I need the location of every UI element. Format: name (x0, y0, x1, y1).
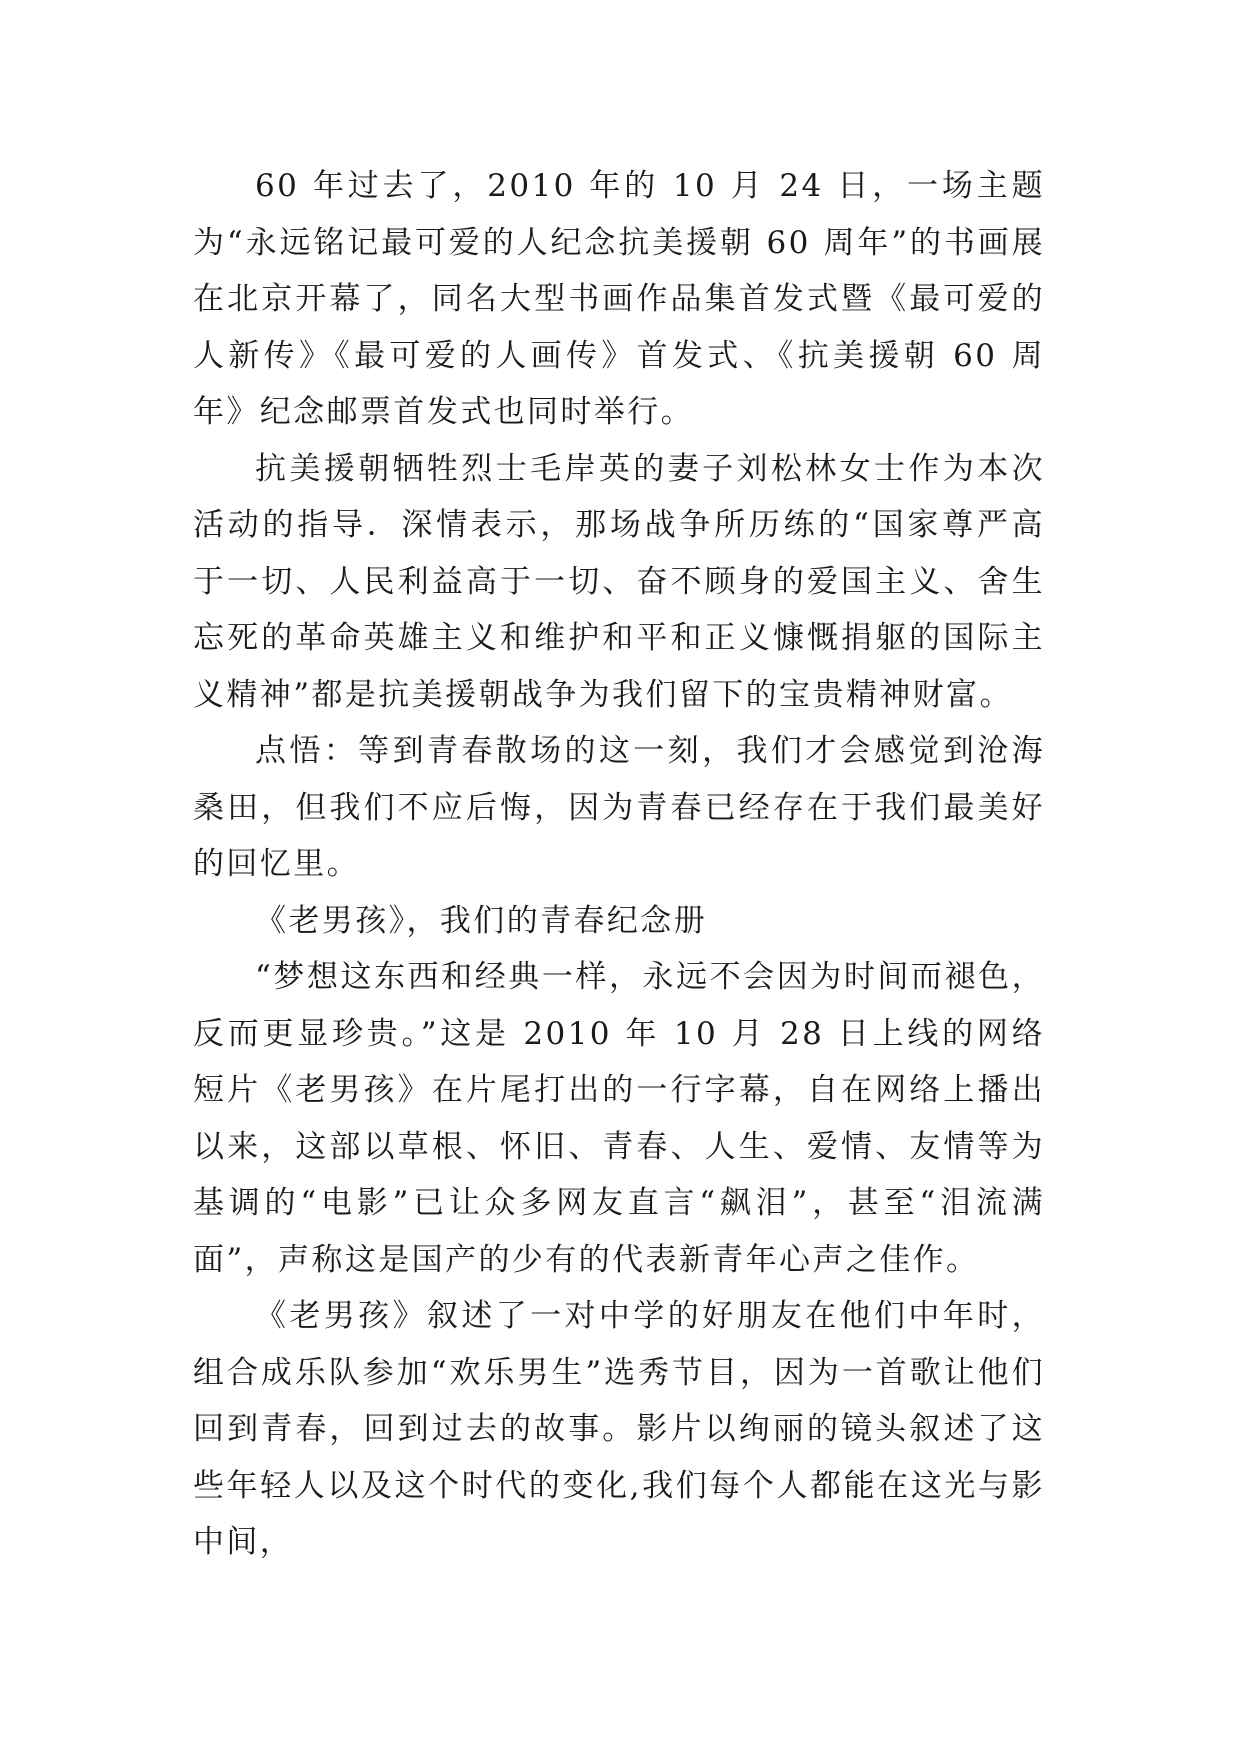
paragraph-exhibition: 60 年过去了，2010 年的 10 月 24 日，一场主题为“永远铭记最可爱的人纪念抗美援朝 60 周年”的书画展在北京开幕了，同名大型书画作品集首发式暨《最可爱的人新传》《最可爱的人画传》首发式、《抗美援朝 60 周年》纪念邮票首发式也同时举行。 (193, 168, 1045, 430)
paragraph-old-boys-story: 《老男孩》叙述了一对中学的好朋友在他们中年时，组合成乐队参加“欢乐男生”选秀节目，因为一首歌让他们回到青春，回到过去的故事。影片以绚丽的镜头叙述了这些年轻人以及这个时代的变化,我们每个人都能在这光与影中间， (193, 1298, 1045, 1560)
paragraph-insight: 点悟：等到青春散场的这一刻，我们才会感觉到沧海桑田，但我们不应后悔，因为青春已经存在于我们最美好的回忆里。 (193, 733, 1045, 882)
paragraph-old-boys-intro: “梦想这东西和经典一样，永远不会因为时间而褪色，反而更显珍贵。”这是 2010 年 10 月 28 日上线的网络短片《老男孩》在片尾打出的一行字幕，自在网络上播出以来，这部以草根、怀旧、青春、人生、爱情、友情等为基调的“电影”已让众多网友直言“飙泪”，甚至“泪流满面”，声称这是国产的少有的代表新青年心声之佳作。 (193, 959, 1045, 1278)
section-heading: 《老男孩》，我们的青春纪念册 (255, 902, 708, 939)
document-body (193, 158, 1045, 1571)
paragraph-liu-songlin: 抗美援朝牺牲烈士毛岸英的妻子刘松林女士作为本次活动的指导．深情表示，那场战争所历练的“国家尊严高于一切、人民利益高于一切、奋不顾身的爱国主义、舍生忘死的革命英雄主义和维护和平和正义慷慨捐躯的国际主义精神”都是抗美援朝战争为我们留下的宝贵精神财富。 (193, 450, 1045, 713)
